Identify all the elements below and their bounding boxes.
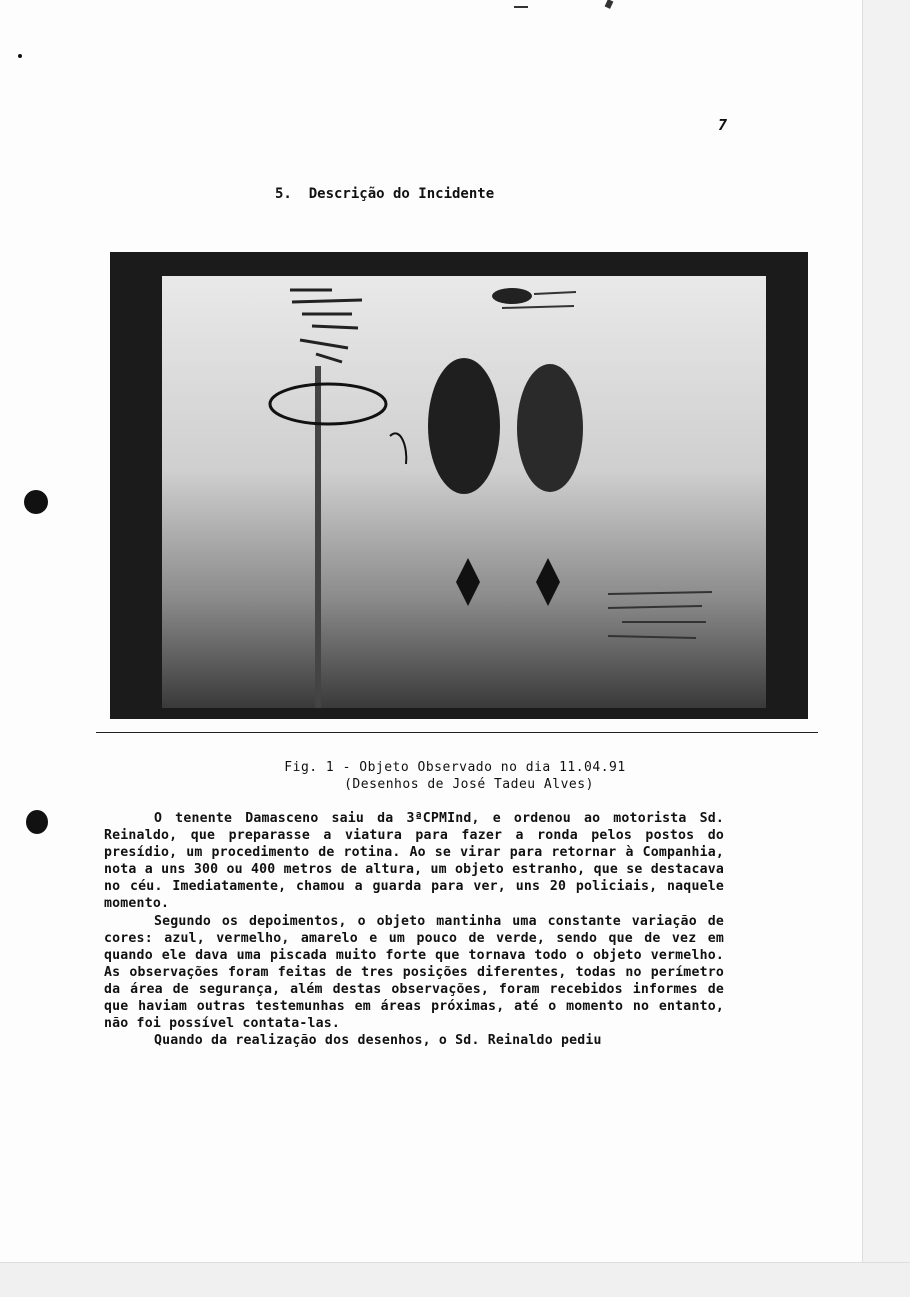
- ufo-shape-right: [517, 364, 583, 492]
- small-object-left: [456, 558, 480, 606]
- speck: [18, 54, 22, 58]
- hole-punch: [26, 810, 48, 834]
- saucer-outline: [270, 384, 386, 424]
- small-object-right: [536, 558, 560, 606]
- paragraph: Segundo os depoimentos, o objeto mantinha uma constante variação de cores: azul, vermelho, amarelo e um pouco de verde, sendo que de vez em quando ele dava uma piscada muito forte que tornava todo o objeto vermelho. As observações foram feitas de tres posições diferentes, todas no perímetro da área de segurança, além destas observações, foram recebidos informes de que haviam outras testemunhas em áreas próximas, até o momento no entanto, não foi possível contata-las.: [104, 913, 724, 1032]
- scan-mark: [605, 0, 614, 9]
- scan-right-edge: [862, 0, 910, 1296]
- figure-caption: Fig. 1 - Objeto Observado no dia 11.04.91: [284, 760, 626, 775]
- hole-punch: [24, 490, 48, 514]
- ufo-shape-left: [428, 358, 500, 494]
- figure-drawing: [162, 276, 766, 708]
- page-number: 7: [718, 116, 728, 134]
- figure-photo: [110, 252, 808, 719]
- ufo-drawing: [162, 276, 766, 708]
- figure-divider: [96, 732, 818, 733]
- body-text: [104, 810, 724, 1049]
- section-heading: 5. Descrição do Incidente: [275, 186, 495, 202]
- sketch-scribble: [290, 290, 362, 362]
- figure-credit: (Desenhos de José Tadeu Alves): [344, 777, 594, 792]
- paragraph: O tenente Damasceno saiu da 3ªCPMInd, e ordenou ao motorista Sd. Reinaldo, que preparasse a viatura para fazer a ronda pelos postos do presídio, um procedimento de rotina. Ao se virar para retornar à Companhia, nota a uns 300 ou 400 metros de altura, um objeto estranho, que se destacava no céu. Imediatamente, chamou a guarda para ver, uns 20 policiais, naquele momento.: [104, 811, 724, 912]
- scan-mark: [514, 6, 528, 8]
- scan-bottom-edge: [0, 1262, 910, 1297]
- paragraph: Quando da realização dos desenhos, o Sd. Reinaldo pediu: [154, 1033, 602, 1049]
